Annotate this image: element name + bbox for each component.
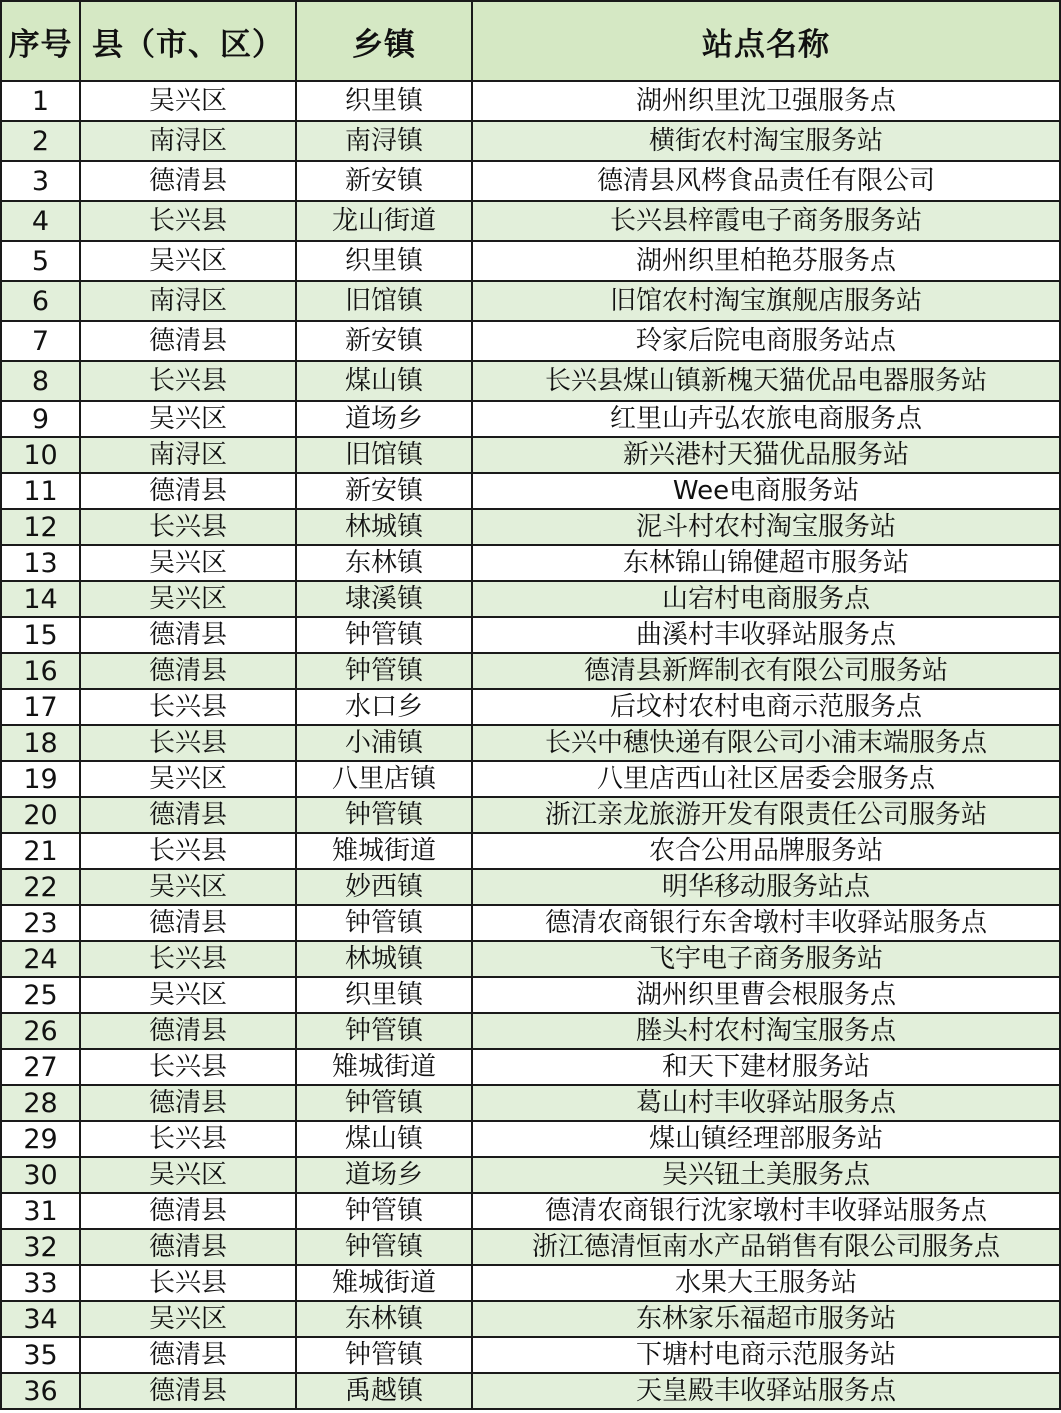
cell-index: 8: [1, 361, 80, 401]
cell-township: 禹越镇: [296, 1373, 472, 1409]
cell-township: 钟管镇: [296, 1193, 472, 1229]
cell-county: 德清县: [80, 161, 296, 201]
cell-township: 林城镇: [296, 509, 472, 545]
cell-station-name: 红里山卉弘农旅电商服务点: [472, 401, 1060, 437]
cell-county: 德清县: [80, 617, 296, 653]
cell-index: 2: [1, 121, 80, 161]
table-row: [1, 1265, 1060, 1301]
table-row: [1, 361, 1060, 401]
cell-county: 长兴县: [80, 1049, 296, 1085]
table-row: [1, 725, 1060, 761]
table-row: [1, 1193, 1060, 1229]
cell-index: 36: [1, 1373, 80, 1409]
header-row: [1, 1, 1060, 81]
cell-county: 长兴县: [80, 1121, 296, 1157]
cell-station-name: 浙江亲龙旅游开发有限责任公司服务站: [472, 797, 1060, 833]
table-row: [1, 869, 1060, 905]
cell-county: 德清县: [80, 1013, 296, 1049]
cell-index: 4: [1, 201, 80, 241]
table-row: [1, 1157, 1060, 1193]
cell-station-name: 新兴港村天猫优品服务站: [472, 437, 1060, 473]
cell-station-name: 长兴县梓霞电子商务服务站: [472, 201, 1060, 241]
cell-township: 雉城街道: [296, 833, 472, 869]
table-row: [1, 1337, 1060, 1373]
cell-station-name: 八里店西山社区居委会服务点: [472, 761, 1060, 797]
table-row: [1, 941, 1060, 977]
cell-county: 南浔区: [80, 437, 296, 473]
cell-township: 钟管镇: [296, 617, 472, 653]
cell-index: 10: [1, 437, 80, 473]
table-row: [1, 689, 1060, 725]
cell-station-name: 明华移动服务站点: [472, 869, 1060, 905]
cell-index: 33: [1, 1265, 80, 1301]
cell-index: 18: [1, 725, 80, 761]
cell-index: 1: [1, 81, 80, 121]
cell-township: 织里镇: [296, 241, 472, 281]
cell-county: 吴兴区: [80, 1157, 296, 1193]
cell-station-name: 飞宇电子商务服务站: [472, 941, 1060, 977]
cell-township: 钟管镇: [296, 797, 472, 833]
table-row: [1, 761, 1060, 797]
cell-township: 钟管镇: [296, 1229, 472, 1265]
cell-county: 长兴县: [80, 1265, 296, 1301]
cell-station-name: 天皇殿丰收驿站服务点: [472, 1373, 1060, 1409]
cell-index: 15: [1, 617, 80, 653]
table-row: [1, 617, 1060, 653]
cell-county: 德清县: [80, 1229, 296, 1265]
header-station-name: 站点名称: [472, 1, 1060, 81]
table-row: [1, 797, 1060, 833]
cell-station-name: 葛山村丰收驿站服务点: [472, 1085, 1060, 1121]
cell-township: 道场乡: [296, 1157, 472, 1193]
cell-township: 埭溪镇: [296, 581, 472, 617]
cell-township: 道场乡: [296, 401, 472, 437]
cell-county: 长兴县: [80, 689, 296, 725]
cell-index: 7: [1, 321, 80, 361]
cell-station-name: 下塘村电商示范服务站: [472, 1337, 1060, 1373]
cell-township: 钟管镇: [296, 905, 472, 941]
table-row: [1, 201, 1060, 241]
cell-township: 雉城街道: [296, 1049, 472, 1085]
cell-station-name: 塍头村农村淘宝服务点: [472, 1013, 1060, 1049]
cell-index: 23: [1, 905, 80, 941]
cell-county: 吴兴区: [80, 581, 296, 617]
cell-township: 东林镇: [296, 545, 472, 581]
cell-county: 吴兴区: [80, 977, 296, 1013]
cell-index: 11: [1, 473, 80, 509]
cell-county: 德清县: [80, 321, 296, 361]
cell-index: 25: [1, 977, 80, 1013]
table-row: [1, 1373, 1060, 1409]
table-row: [1, 509, 1060, 545]
table-row: [1, 545, 1060, 581]
cell-township: 煤山镇: [296, 361, 472, 401]
cell-township: 雉城街道: [296, 1265, 472, 1301]
table-row: [1, 241, 1060, 281]
table-row: [1, 281, 1060, 321]
header-county: 县（市、区）: [80, 1, 296, 81]
cell-index: 34: [1, 1301, 80, 1337]
table-row: [1, 1229, 1060, 1265]
cell-township: 钟管镇: [296, 1085, 472, 1121]
cell-township: 钟管镇: [296, 653, 472, 689]
cell-station-name: 农合公用品牌服务站: [472, 833, 1060, 869]
table-row: [1, 581, 1060, 617]
cell-county: 德清县: [80, 473, 296, 509]
cell-county: 德清县: [80, 653, 296, 689]
cell-station-name: 旧馆农村淘宝旗舰店服务站: [472, 281, 1060, 321]
cell-county: 长兴县: [80, 201, 296, 241]
cell-township: 水口乡: [296, 689, 472, 725]
cell-station-name: 曲溪村丰收驿站服务点: [472, 617, 1060, 653]
cell-county: 长兴县: [80, 941, 296, 977]
cell-index: 6: [1, 281, 80, 321]
cell-county: 德清县: [80, 1085, 296, 1121]
cell-index: 19: [1, 761, 80, 797]
table-row: [1, 1049, 1060, 1085]
cell-station-name: 德清县新辉制衣有限公司服务站: [472, 653, 1060, 689]
cell-index: 9: [1, 401, 80, 437]
cell-station-name: 和天下建材服务站: [472, 1049, 1060, 1085]
cell-township: 妙西镇: [296, 869, 472, 905]
table-row: [1, 437, 1060, 473]
cell-station-name: 东林家乐福超市服务站: [472, 1301, 1060, 1337]
cell-index: 24: [1, 941, 80, 977]
cell-township: 旧馆镇: [296, 437, 472, 473]
cell-station-name: 德清农商银行东舍墩村丰收驿站服务点: [472, 905, 1060, 941]
cell-station-name: 玲家后院电商服务站点: [472, 321, 1060, 361]
cell-station-name: 湖州织里柏艳芬服务点: [472, 241, 1060, 281]
cell-township: 林城镇: [296, 941, 472, 977]
cell-index: 14: [1, 581, 80, 617]
cell-county: 德清县: [80, 1193, 296, 1229]
cell-index: 12: [1, 509, 80, 545]
cell-township: 小浦镇: [296, 725, 472, 761]
cell-township: 龙山街道: [296, 201, 472, 241]
cell-index: 30: [1, 1157, 80, 1193]
header-index: 序号: [1, 1, 80, 81]
cell-station-name: 煤山镇经理部服务站: [472, 1121, 1060, 1157]
table-row: [1, 121, 1060, 161]
cell-township: 煤山镇: [296, 1121, 472, 1157]
cell-index: 29: [1, 1121, 80, 1157]
cell-county: 长兴县: [80, 833, 296, 869]
cell-township: 织里镇: [296, 977, 472, 1013]
cell-index: 3: [1, 161, 80, 201]
cell-county: 吴兴区: [80, 81, 296, 121]
cell-township: 南浔镇: [296, 121, 472, 161]
cell-county: 德清县: [80, 1373, 296, 1409]
cell-index: 27: [1, 1049, 80, 1085]
cell-index: 13: [1, 545, 80, 581]
cell-index: 5: [1, 241, 80, 281]
cell-county: 南浔区: [80, 121, 296, 161]
cell-township: 旧馆镇: [296, 281, 472, 321]
cell-index: 20: [1, 797, 80, 833]
cell-county: 南浔区: [80, 281, 296, 321]
cell-county: 吴兴区: [80, 869, 296, 905]
cell-station-name: 德清县风梣食品责任有限公司: [472, 161, 1060, 201]
cell-county: 长兴县: [80, 509, 296, 545]
table-row: [1, 653, 1060, 689]
cell-township: 钟管镇: [296, 1337, 472, 1373]
table-row: [1, 321, 1060, 361]
cell-index: 31: [1, 1193, 80, 1229]
cell-index: 28: [1, 1085, 80, 1121]
cell-station-name: 东林锦山锦健超市服务站: [472, 545, 1060, 581]
cell-index: 22: [1, 869, 80, 905]
cell-station-name: 湖州织里曹会根服务点: [472, 977, 1060, 1013]
cell-index: 32: [1, 1229, 80, 1265]
cell-county: 吴兴区: [80, 401, 296, 437]
cell-station-name: 泥斗村农村淘宝服务站: [472, 509, 1060, 545]
cell-station-name: 后坟村农村电商示范服务点: [472, 689, 1060, 725]
cell-county: 长兴县: [80, 361, 296, 401]
cell-county: 德清县: [80, 905, 296, 941]
header-township: 乡镇: [296, 1, 472, 81]
cell-station-name: 长兴中穗快递有限公司小浦末端服务点: [472, 725, 1060, 761]
table-body: [1, 81, 1060, 1409]
cell-township: 新安镇: [296, 473, 472, 509]
cell-county: 吴兴区: [80, 761, 296, 797]
table-row: [1, 401, 1060, 437]
cell-station-name: Wee电商服务站: [472, 473, 1060, 509]
table-row: [1, 833, 1060, 869]
cell-index: 35: [1, 1337, 80, 1373]
cell-station-name: 横街农村淘宝服务站: [472, 121, 1060, 161]
cell-county: 长兴县: [80, 725, 296, 761]
cell-county: 德清县: [80, 797, 296, 833]
cell-township: 八里店镇: [296, 761, 472, 797]
cell-station-name: 德清农商银行沈家墩村丰收驿站服务点: [472, 1193, 1060, 1229]
table-row: [1, 905, 1060, 941]
cell-station-name: 湖州织里沈卫强服务点: [472, 81, 1060, 121]
table-row: [1, 1085, 1060, 1121]
cell-station-name: 长兴县煤山镇新槐天猫优品电器服务站: [472, 361, 1060, 401]
cell-station-name: 浙江德清恒南水产品销售有限公司服务点: [472, 1229, 1060, 1265]
cell-township: 织里镇: [296, 81, 472, 121]
cell-index: 21: [1, 833, 80, 869]
cell-township: 新安镇: [296, 321, 472, 361]
cell-county: 吴兴区: [80, 545, 296, 581]
cell-county: 吴兴区: [80, 241, 296, 281]
table-row: [1, 161, 1060, 201]
cell-index: 16: [1, 653, 80, 689]
cell-station-name: 水果大王服务站: [472, 1265, 1060, 1301]
cell-station-name: 山宕村电商服务点: [472, 581, 1060, 617]
table-row: [1, 1121, 1060, 1157]
cell-station-name: 吴兴钮土美服务点: [472, 1157, 1060, 1193]
table-row: [1, 977, 1060, 1013]
table-row: [1, 473, 1060, 509]
cell-township: 新安镇: [296, 161, 472, 201]
table-row: [1, 1013, 1060, 1049]
table-row: [1, 1301, 1060, 1337]
cell-county: 德清县: [80, 1337, 296, 1373]
cell-index: 26: [1, 1013, 80, 1049]
cell-county: 吴兴区: [80, 1301, 296, 1337]
cell-index: 17: [1, 689, 80, 725]
cell-township: 东林镇: [296, 1301, 472, 1337]
table-row: [1, 81, 1060, 121]
cell-township: 钟管镇: [296, 1013, 472, 1049]
